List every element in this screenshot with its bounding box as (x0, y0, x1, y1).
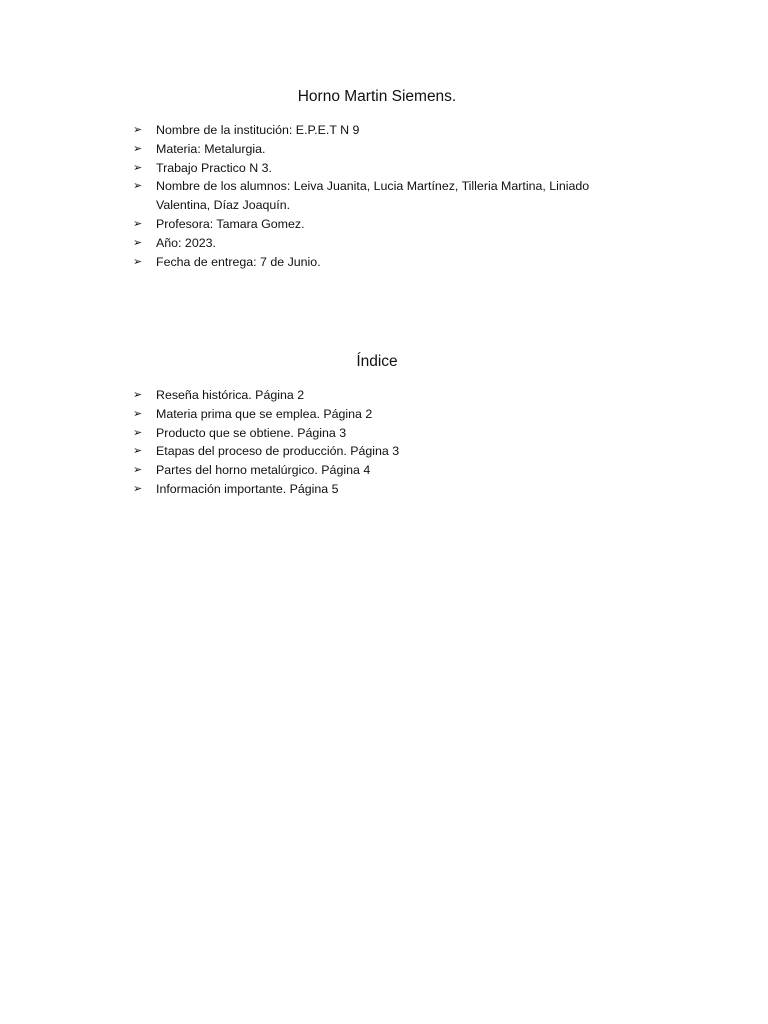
index-item-text: Información importante. Página 5 (156, 481, 339, 496)
index-item (133, 405, 633, 424)
arrowhead-bullet-icon: ➢ (133, 236, 143, 249)
arrowhead-bullet-icon: ➢ (133, 161, 143, 174)
index-item (133, 386, 633, 405)
info-item-text: Nombre de los alumnos: Leiva Juanita, Lucia Martínez, Tilleria Martina, Liniado Valentina, Díaz Joaquín. (156, 179, 590, 213)
arrowhead-bullet-icon: ➢ (133, 445, 143, 458)
index-item (133, 442, 633, 461)
arrowhead-bullet-icon: ➢ (133, 407, 143, 420)
arrowhead-bullet-icon: ➢ (133, 255, 143, 268)
index-item-text: Producto que se obtiene. Página 3 (156, 425, 347, 440)
index-item-text: Reseña histórica. Página 2 (156, 388, 305, 402)
arrowhead-bullet-icon: ➢ (133, 482, 143, 495)
info-item-text: Año: 2023. (156, 235, 216, 250)
index-item (133, 480, 633, 499)
info-item-due-date (133, 253, 633, 272)
info-item-institution (133, 121, 633, 140)
info-item-teacher (133, 215, 633, 234)
info-item-year (133, 234, 633, 253)
document-title: Horno Martin Siemens. (297, 88, 457, 105)
arrowhead-bullet-icon: ➢ (133, 124, 143, 136)
index-title: Índice (356, 353, 398, 370)
info-item-text: Profesora: Tamara Gomez. (156, 216, 305, 231)
info-item-students (133, 177, 633, 215)
info-item-text: Trabajo Practico N 3. (156, 160, 272, 175)
info-item-subject (133, 140, 633, 159)
arrowhead-bullet-icon: ➢ (133, 464, 143, 477)
index-item-text: Materia prima que se emplea. Página 2 (156, 406, 373, 421)
arrowhead-bullet-icon: ➢ (133, 389, 143, 401)
cover-info-list (133, 121, 633, 271)
info-item-text: Materia: Metalurgia. (156, 141, 266, 156)
index-item (133, 424, 633, 443)
index-item-text: Partes del horno metalúrgico. Página 4 (156, 463, 371, 478)
info-item-text: Fecha de entrega: 7 de Junio. (156, 254, 321, 269)
arrowhead-bullet-icon: ➢ (133, 180, 143, 193)
index-item (133, 461, 633, 480)
arrowhead-bullet-icon: ➢ (133, 426, 143, 439)
arrowhead-bullet-icon: ➢ (133, 142, 143, 155)
index-item-text: Etapas del proceso de producción. Página 3 (156, 444, 400, 459)
index-list (133, 386, 633, 499)
info-item-text: Nombre de la institución: E.P.E.T N 9 (156, 123, 360, 137)
info-item-assignment (133, 159, 633, 178)
arrowhead-bullet-icon: ➢ (133, 217, 143, 230)
